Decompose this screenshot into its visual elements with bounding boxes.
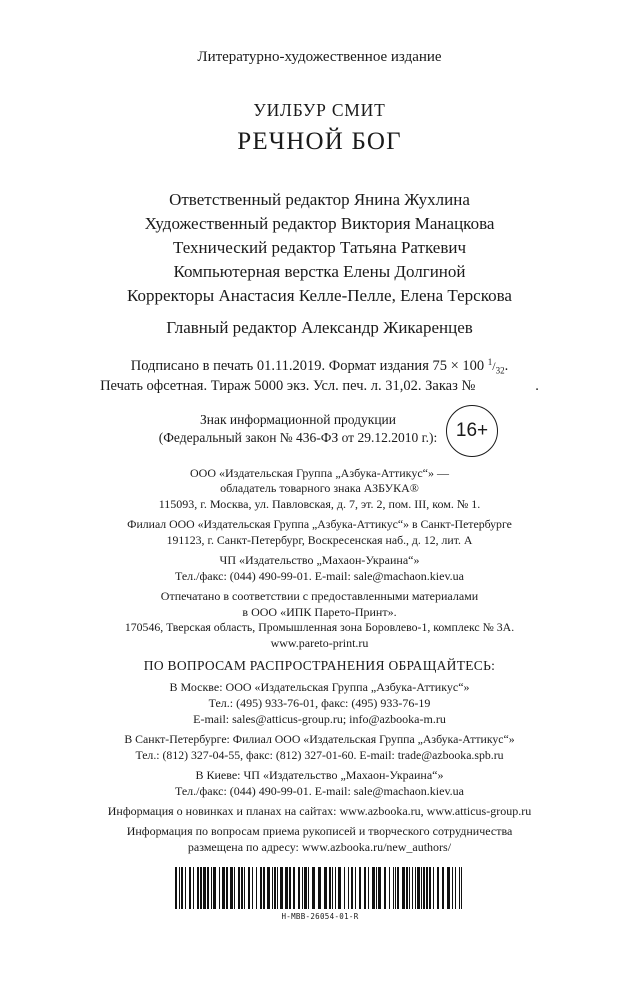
kiev-line: В Киеве: ЧП «Издательство „Махаон-Украина“» (195, 768, 444, 782)
barcode-bar (329, 867, 331, 909)
barcode-bar (452, 867, 453, 909)
barcode-bar (193, 867, 194, 909)
age-badge: 16+ (446, 405, 498, 457)
barcode-bar (213, 867, 216, 909)
barcode-bar (241, 867, 243, 909)
print-run-line: Печать офсетная. Тираж 5000 экз. Усл. печ. л. 31,02. Заказ № . (100, 378, 539, 394)
moscow-line: В Москве: ООО «Издательская Группа „Азбука-Аттикус“» (169, 680, 470, 694)
barcode-bar (412, 867, 413, 909)
machaon-line: ЧП «Издательство „Махаон-Украина“» (219, 553, 420, 567)
series-label: Литературно-художественное издание (197, 49, 442, 65)
barcode-bar (348, 867, 349, 909)
barcode-bar (368, 867, 369, 909)
book-title: РЕЧНОЙ БОГ (237, 128, 402, 155)
barcode-bar (332, 867, 333, 909)
barcode-bar (437, 867, 439, 909)
machaon-contacts: Тел./факс: (044) 490-99-01. E-mail: sale@machaon.kiev.ua (174, 569, 464, 583)
barcode-bar (312, 867, 315, 909)
barcode (175, 867, 465, 909)
barcode-bar (197, 867, 199, 909)
barcode-bar (200, 867, 202, 909)
barcode-bar (280, 867, 283, 909)
barcode-bar (274, 867, 276, 909)
barcode-bar (175, 867, 177, 909)
barcode-bar (211, 867, 212, 909)
barcode-bar (338, 867, 341, 909)
publisher-line: ООО «Издательская Группа „Азбука-Аттикус“» — (190, 466, 449, 480)
branch-spb-line: Филиал ООО «Издательская Группа „Азбука-Аттикус“» в Санкт-Петербурге (127, 517, 512, 531)
barcode-bar (248, 867, 250, 909)
kiev-contacts: Тел./факс: (044) 490-99-01. E-mail: sale@machaon.kiev.ua (174, 784, 464, 798)
barcode-bar (179, 867, 180, 909)
barcode-bar (455, 867, 456, 909)
barcode-bar (308, 867, 309, 909)
credit-line: Компьютерная верстка Елены Долгиной (173, 262, 466, 281)
spb-contacts: Тел.: (812) 327-04-55, факс: (812) 327-01-60. E-mail: trade@azbooka.spb.ru (135, 748, 504, 762)
printer-address: 170546, Тверская область, Промышленная зона Боровлево-1, комплекс № 3А. (124, 620, 515, 634)
moscow-email: E-mail: sales@atticus-group.ru; info@azbooka-m.ru (193, 712, 446, 726)
barcode-bar (415, 867, 416, 909)
barcode-bar (324, 867, 327, 909)
barcode-bar (459, 867, 460, 909)
barcode-bar (285, 867, 288, 909)
printer-line: в ООО «ИПК Парето-Принт». (242, 605, 397, 619)
barcode-bar (256, 867, 257, 909)
barcode-bar (421, 867, 422, 909)
barcode-bar (384, 867, 386, 909)
barcode-bar (267, 867, 270, 909)
barcode-bar (238, 867, 240, 909)
barcode-bar (304, 867, 307, 909)
credit-line: Ответственный редактор Янина Жухлина (169, 190, 470, 209)
printer-line: Отпечатано в соответствии с предоставленными материалами (160, 589, 479, 603)
barcode-bar (351, 867, 353, 909)
barcode-bar (263, 867, 265, 909)
barcode-bar (222, 867, 225, 909)
format-denominator: 32 (495, 365, 505, 376)
barcode-bar (207, 867, 209, 909)
credit-line: Технический редактор Татьяна Раткевич (172, 238, 467, 257)
barcode-bar (409, 867, 410, 909)
print-run-text: Печать офсетная. Тираж 5000 экз. Усл. печ. л. 31,02. Заказ № (100, 378, 476, 394)
barcode-bar (442, 867, 444, 909)
barcode-bar (344, 867, 345, 909)
barcode-bar (402, 867, 405, 909)
barcode-bar (185, 867, 186, 909)
info-sites: Информация о новинках и планах на сайтах: www.azbooka.ru, www.atticus-group.ru (107, 804, 532, 818)
age-law: (Федеральный закон № 436-ФЗ от 29.12.2010 г.): (158, 430, 438, 445)
barcode-bar (461, 867, 462, 909)
barcode-bar (244, 867, 245, 909)
barcode-bar (272, 867, 273, 909)
barcode-bar (355, 867, 356, 909)
barcode-bar (234, 867, 235, 909)
manuscripts-line: Информация по вопросам приема рукописей и творческого сотрудничества (126, 824, 513, 838)
credit-line: Корректоры Анастасия Келле-Пелле, Елена Терскова (127, 286, 512, 305)
barcode-bar (203, 867, 206, 909)
barcode-bar (433, 867, 434, 909)
barcode-bar (389, 867, 390, 909)
format-numerator: 1 (487, 357, 493, 367)
barcode-bar (335, 867, 336, 909)
manuscripts-address: размещена по адресу: www.azbooka.ru/new_authors/ (187, 840, 452, 854)
barcode-bar (260, 867, 262, 909)
barcode-bar (447, 867, 450, 909)
barcode-bar (364, 867, 366, 909)
barcode-bar (277, 867, 278, 909)
barcode-label: H-MBB-26054-01-R (281, 912, 359, 921)
barcode-bar (318, 867, 321, 909)
barcode-bar (230, 867, 233, 909)
publisher-line: обладатель товарного знака АЗБУКА® (220, 481, 419, 495)
barcode-bar (395, 867, 396, 909)
barcode-bar (417, 867, 420, 909)
publisher-address: 115093, г. Москва, ул. Павловская, д. 7, эт. 2, пом. III, ком. № 1. (158, 497, 481, 511)
barcode-bar (302, 867, 303, 909)
moscow-phones: Тел.: (495) 933-76-01, факс: (495) 933-76-19 (208, 696, 431, 710)
distribution-heading: ПО ВОПРОСАМ РАСПРОСТРАНЕНИЯ ОБРАЩАЙТЕСЬ: (143, 658, 496, 673)
credit-line: Художественный редактор Виктория Манацкова (144, 214, 495, 233)
barcode-bar (219, 867, 220, 909)
barcode-bar (181, 867, 183, 909)
barcode-bar (393, 867, 394, 909)
barcode-bar (226, 867, 228, 909)
barcode-bar (293, 867, 295, 909)
barcode-bar (429, 867, 431, 909)
barcode-bar (189, 867, 191, 909)
barcode-bar (289, 867, 291, 909)
barcode-bar (378, 867, 381, 909)
branch-spb-address: 191123, г. Санкт-Петербург, Воскресенская наб., д. 12, лит. А (166, 533, 473, 547)
printer-website: www.pareto-print.ru (270, 636, 369, 650)
spb-line: В Санкт-Петербурге: Филиал ООО «Издательская Группа „Азбука-Аттикус“» (124, 732, 515, 746)
barcode-bar (397, 867, 399, 909)
format-fraction: $^1/_{32}$ (487, 357, 505, 376)
barcode-bar (426, 867, 428, 909)
print-signed-text: Подписано в печать 01.11.2019. Формат издания 75 × 100 (130, 358, 485, 374)
print-signed-line: Подписано в печать 01.11.2019. Формат издания 75 × 100 $^1/_{32}$. (130, 357, 509, 376)
author-name: УИЛБУР СМИТ (253, 100, 386, 120)
chief-editor: Главный редактор Александр Жикаренцев (166, 318, 473, 337)
barcode-bar (252, 867, 253, 909)
barcode-bar (406, 867, 408, 909)
age-label: Знак информационной продукции (199, 412, 397, 427)
barcode-bar (372, 867, 375, 909)
barcode-bar (376, 867, 377, 909)
barcode-bar (359, 867, 361, 909)
barcode-bar (423, 867, 425, 909)
barcode-bar (298, 867, 300, 909)
